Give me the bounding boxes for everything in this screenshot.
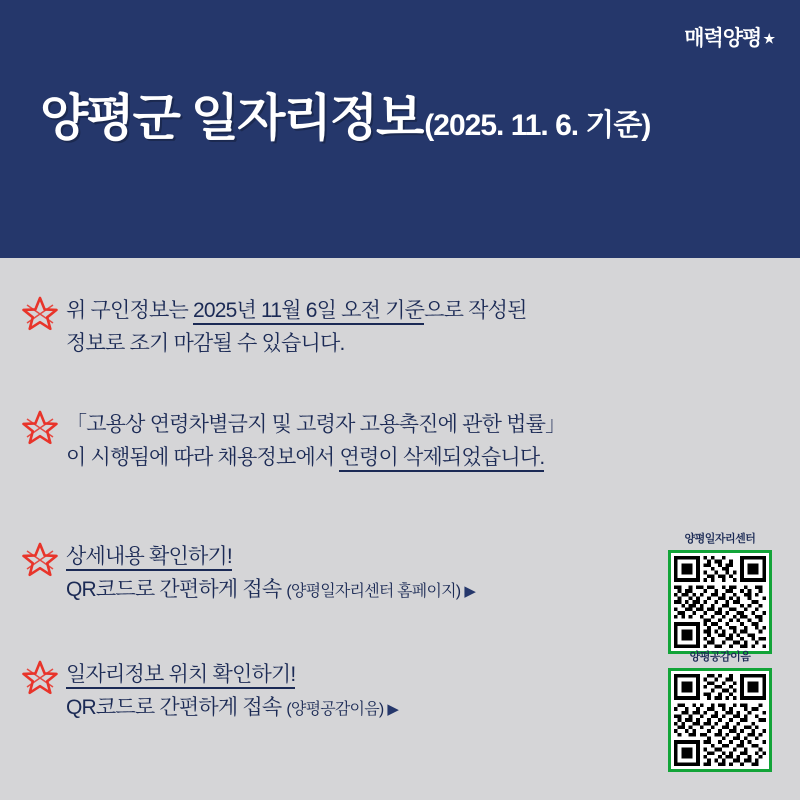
note-source-label: (양평일자리센터 홈페이지) bbox=[286, 583, 461, 600]
note-line bbox=[66, 658, 398, 691]
qr-caption: 양평일자리센터 bbox=[684, 533, 756, 545]
note-line: QR코드로 간편하게 접속 (양평공감이음) ▶ bbox=[66, 696, 399, 719]
star-icon bbox=[22, 410, 58, 446]
page-title-date: (2025. 11. 6. 기준) bbox=[424, 109, 651, 142]
note-line: 「고용상 연령차별금지 및 고령자 고용촉진에 관한 법률」 bbox=[66, 413, 566, 436]
qr-block-gonggam[interactable] bbox=[668, 648, 772, 772]
note-underline-location: 일자리정보 위치 확인하기! bbox=[66, 663, 295, 689]
note-underline-detail: 상세내용 확인하기! bbox=[66, 545, 232, 571]
page-title bbox=[40, 78, 650, 150]
brand-logo bbox=[684, 22, 774, 52]
note-item bbox=[22, 658, 398, 726]
star-icon bbox=[22, 660, 58, 696]
arrow-right-icon: ▶ bbox=[464, 583, 476, 600]
note-source-label: (양평공감이음) bbox=[286, 701, 384, 718]
body-section bbox=[0, 258, 800, 800]
note-line: 정보로 조기 마감될 수 있습니다. bbox=[66, 332, 345, 355]
note-line bbox=[66, 540, 475, 573]
star-icon bbox=[22, 296, 58, 332]
qr-code-image[interactable] bbox=[668, 550, 772, 654]
note-item bbox=[22, 294, 527, 360]
qr-code-image[interactable] bbox=[668, 668, 772, 772]
note-text bbox=[66, 408, 565, 474]
note-underline-date: 2025년 11월 6일 오전 기준 bbox=[193, 299, 424, 325]
note-line: 이 시행됨에 따라 채용정보에서 연령이 삭제되었습니다. bbox=[66, 441, 565, 474]
note-underline-age: 연령이 삭제되었습니다. bbox=[339, 446, 544, 472]
qr-caption: 양평공감이음 bbox=[689, 651, 751, 663]
note-text bbox=[66, 658, 398, 726]
qr-block-jobcenter[interactable] bbox=[668, 530, 772, 654]
note-text bbox=[66, 294, 527, 360]
note-item bbox=[22, 540, 475, 608]
arrow-right-icon: ▶ bbox=[387, 701, 399, 718]
brand-star-icon: ★ bbox=[763, 31, 774, 47]
star-icon bbox=[22, 542, 58, 578]
page-title-main: 양평군 일자리정보 bbox=[40, 90, 423, 146]
note-item bbox=[22, 408, 565, 474]
brand-logo-text: 매력양평 bbox=[684, 27, 762, 50]
note-line: 위 구인정보는 2025년 11월 6일 오전 기준으로 작성된 bbox=[66, 294, 527, 327]
note-text bbox=[66, 540, 475, 608]
header-band bbox=[0, 0, 800, 258]
note-line: QR코드로 간편하게 접속 (양평일자리센터 홈페이지) ▶ bbox=[66, 578, 476, 601]
